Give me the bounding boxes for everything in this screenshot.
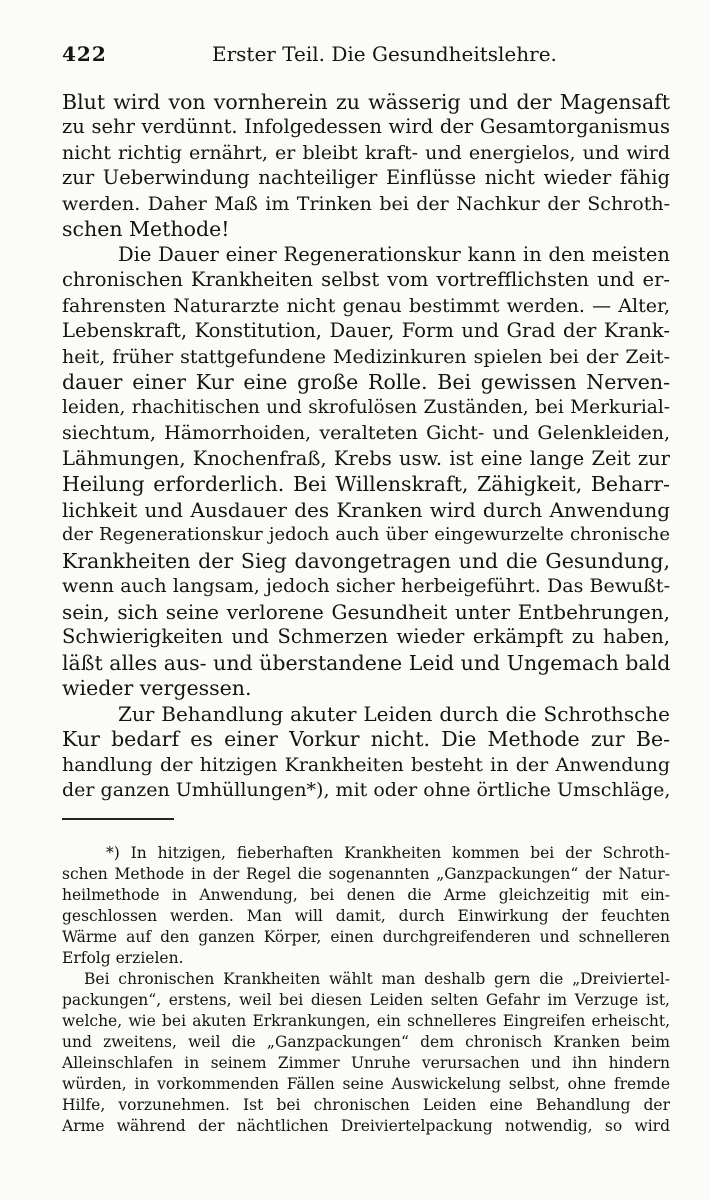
body-line: schen Methode! xyxy=(62,217,230,241)
body-line: Die Dauer einer Regenerationskur kann in den meisten xyxy=(118,243,670,266)
body-line: Schwierigkeiten und Schmerzen wieder erkämpft zu haben, xyxy=(62,625,670,648)
body-line: Lebenskraft, Konstitution, Dauer, Form und Grad der Krank- xyxy=(62,319,670,342)
body-line: Kur bedarf es einer Vorkur nicht. Die Methode zur Be- xyxy=(62,727,670,751)
body-line: werden. Daher Maß im Trinken bei der Nachkur der Schroth- xyxy=(62,193,670,215)
footnote-line: *) In hitzigen, fieberhaften Krankheiten kommen bei der Schroth- xyxy=(106,844,670,862)
body-line: fahrensten Naturarzte nicht genau bestimmt werden. — Alter, xyxy=(62,295,670,317)
body-line: Lähmungen, Knochenfraß, Krebs usw. ist eine lange Zeit zur xyxy=(62,447,670,470)
body-line: dauer einer Kur eine große Rolle. Bei gewissen Nerven- xyxy=(62,370,670,394)
body-line: zur Ueberwindung nachteiliger Einflüsse nicht wieder fähig xyxy=(62,166,670,189)
footnote-separator xyxy=(62,818,174,820)
footnote-line: Erfolg erzielen. xyxy=(62,949,184,967)
page-number: 422 xyxy=(62,42,107,66)
page-header xyxy=(62,42,659,76)
body-line: Heilung erforderlich. Bei Willenskraft, Zähigkeit, Beharr- xyxy=(62,472,670,496)
body-line: zu sehr verdünnt. Infolgedessen wird der Gesamtorganismus xyxy=(62,115,670,138)
footnote-line: und zweitens, weil die „Ganzpackungen“ dem chronisch Kranken beim xyxy=(62,1033,670,1051)
footnote-line: packungen“, erstens, weil bei diesen Leiden selten Gefahr im Verzuge ist, xyxy=(62,991,670,1009)
body-line: leiden, rhachitischen und skrofulösen Zuständen, bei Merkurial- xyxy=(62,397,670,418)
body-line: Krankheiten der Sieg davongetragen und die Gesundung, xyxy=(62,549,670,573)
body-line: heit, früher stattgefundene Medizinkuren spielen bei der Zeit- xyxy=(62,346,670,368)
footnote-line: würden, in vorkommenden Fällen seine Auswickelung selbst, ohne fremde xyxy=(62,1075,670,1093)
body-line: handlung der hitzigen Krankheiten besteht in der Anwendung xyxy=(62,754,670,776)
running-head: Erster Teil. Die Gesundheitslehre. xyxy=(212,42,557,66)
body-line: siechtum, Hämorrhoiden, veralteten Gicht- und Gelenkleiden, xyxy=(62,422,670,444)
footnote-line: Alleinschlafen in seinem Zimmer Unruhe verursachen und ihn hindern xyxy=(62,1054,670,1072)
footnote-line: heilmethode in Anwendung, bei denen die Arme gleichzeitig mit ein- xyxy=(62,886,670,904)
footnote-line: Hilfe, vorzunehmen. Ist bei chronischen Leiden eine Behandlung der xyxy=(62,1096,670,1114)
footnote-line: geschlossen werden. Man will damit, durch Einwirkung der feuchten xyxy=(62,907,670,925)
body-line: lichkeit und Ausdauer des Kranken wird durch Anwendung xyxy=(62,498,670,522)
body-line: sein, sich seine verlorene Gesundheit unter Entbehrungen, xyxy=(62,600,670,624)
footnote-line: welche, wie bei akuten Erkrankungen, ein schnelleres Eingreifen erheischt, xyxy=(62,1012,670,1030)
body-line: wenn auch langsam, jedoch sicher herbeigeführt. Das Bewußt- xyxy=(62,575,670,597)
body-line: wieder vergessen. xyxy=(62,676,252,700)
footnote-line: schen Methode in der Regel die sogenannten „Ganzpackungen“ der Natur- xyxy=(62,865,670,883)
body-line: chronischen Krankheiten selbst vom vortrefflichsten und er- xyxy=(62,268,670,291)
footnote-line: Arme während der nächtlichen Dreiviertelpackung notwendig, so wird xyxy=(62,1117,670,1135)
body-line: Zur Behandlung akuter Leiden durch die Schrothsche xyxy=(118,702,670,726)
body-line: nicht richtig ernährt, er bleibt kraft- und energielos, und wird xyxy=(62,142,670,164)
body-line: der Regenerationskur jedoch auch über eingewurzelte chronische xyxy=(62,524,670,545)
body-line: der ganzen Umhüllungen*), mit oder ohne örtliche Umschläge, xyxy=(62,779,671,801)
body-line: läßt alles aus- und überstandene Leid und Ungemach bald xyxy=(62,651,671,675)
body-line: Blut wird von vornherein zu wässerig und der Magensaft xyxy=(62,90,670,114)
footnote-line: Bei chronischen Krankheiten wählt man deshalb gern die „Dreiviertel- xyxy=(84,970,670,988)
footnote-line: Wärme auf den ganzen Körper, einen durchgreifenderen und schnelleren xyxy=(62,928,670,946)
